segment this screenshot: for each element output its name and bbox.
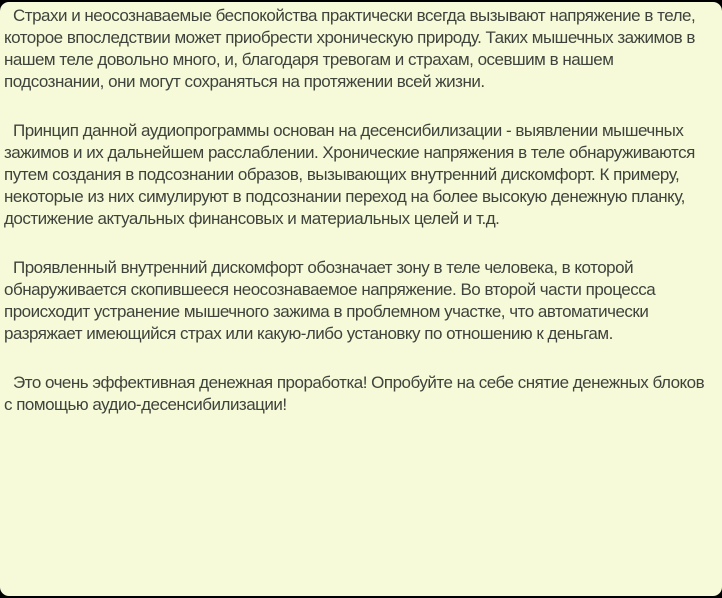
paragraph-call-to-action: Это очень эффективная денежная проработка! Опробуйте на себе снятие денежных блоков с помощью аудио-десенсибилизации! <box>4 373 705 414</box>
paragraph-program-principle: Принцип данной аудиопрограммы основан на десенсибилизации - выявлении мышечных зажимов и их дальнейшем расслаблении. Хронические напряжения в теле обнаруживаются путем создания в подсознании образов, вызывающих внутренний дискомфорт. К примеру, некоторые из них симулируют в подсознании переход на более высокую денежную планку, достижение актуальных финансовых и материальных целей и т.д. <box>4 121 695 228</box>
paragraph-fears-tension: Страхи и неосознаваемые беспокойства практически всегда вызывают напряжение в теле, которое впоследствии может приобрести хроническую природу. Таких мышечных зажимов в нашем теле довольно много, и, благодаря тревогам и страхам, осевшим в нашем подсознании, они могут сохраняться на протяжении всей жизни. <box>4 6 696 91</box>
content-panel <box>0 2 722 596</box>
paragraph-discomfort-zone: Проявленный внутренний дискомфорт обозначает зону в теле человека, в которой обнаруживается скопившееся неосознаваемое напряжение. Во второй части процесса происходит устранение мышечного зажима в проблемном участке, что автоматически разряжает имеющийся страх или какую-либо установку по отношению к деньгам. <box>4 258 656 343</box>
